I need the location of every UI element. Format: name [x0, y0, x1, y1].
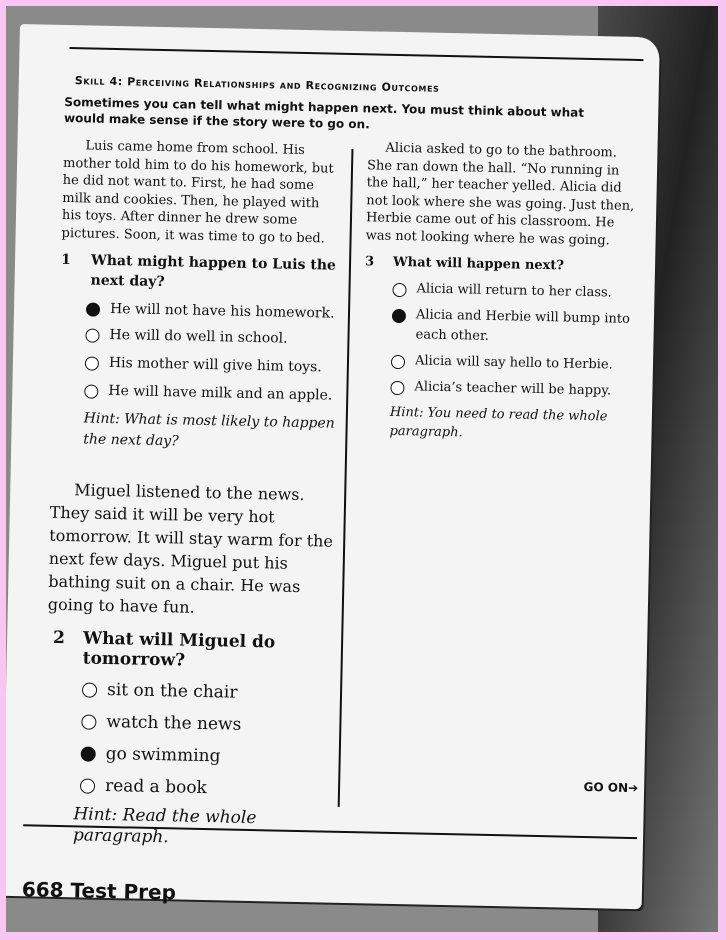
answer-option[interactable]	[86, 298, 338, 323]
option-label: Alicia and Herbie will bump into each other.	[415, 307, 631, 344]
option-label: watch the news	[106, 711, 242, 735]
hint-text: Hint: You need to read the whole paragraph.	[389, 404, 608, 441]
question-3	[365, 252, 635, 278]
answer-option[interactable]	[390, 377, 632, 402]
empty-bubble-icon[interactable]	[392, 283, 406, 297]
worksheet-page	[6, 24, 660, 909]
question-number: 3	[364, 254, 375, 270]
empty-bubble-icon[interactable]	[82, 682, 97, 697]
passage-alicia: Alicia asked to go to the bathroom. She ran down the hall. “No running in the hall,” her teacher yelled. Alicia did not look where she was going. Just then, Herbie came out of his classroom. He was not looking where he was going.	[365, 140, 635, 248]
passage-miguel: Miguel listened to the news. They said it will be very hot tomorrow. It will stay warm for the next few days. Miguel put his bathing suit on a chair. He was going to have fun.	[47, 480, 334, 617]
answer-option[interactable]	[85, 324, 337, 349]
answer-option[interactable]	[391, 351, 633, 376]
empty-bubble-icon[interactable]	[391, 355, 405, 369]
answer-option[interactable]	[85, 352, 337, 377]
empty-bubble-icon[interactable]	[81, 714, 96, 729]
answer-option[interactable]	[84, 380, 336, 405]
option-label: read a book	[104, 775, 208, 799]
filled-bubble-icon[interactable]	[81, 746, 96, 761]
option-label: Alicia will say hello to Herbie.	[414, 353, 613, 373]
answer-option[interactable]	[391, 305, 634, 350]
option-label: sit on the chair	[106, 679, 238, 703]
left-column	[49, 137, 342, 852]
answer-option[interactable]	[80, 774, 328, 801]
intro-text: Sometimes you can tell what might happen next. You must think about what would make sense if the story were to go on.	[63, 94, 585, 132]
option-label: He will have milk and an apple.	[108, 382, 333, 404]
question-2	[53, 628, 332, 674]
empty-bubble-icon[interactable]	[85, 328, 99, 342]
question-number: 2	[52, 627, 66, 649]
question-text: What might happen to Luis the next day?	[90, 252, 337, 291]
option-label: He will do well in school.	[109, 326, 288, 347]
top-rule	[69, 47, 643, 61]
go-on-label: GO ON➔	[583, 779, 639, 796]
question-text: What will Miguel do tomorrow?	[82, 628, 276, 671]
option-label: His mother will give him toys.	[108, 354, 322, 376]
empty-bubble-icon[interactable]	[84, 384, 98, 398]
option-label: Alicia will return to her class.	[416, 281, 612, 301]
empty-bubble-icon[interactable]	[390, 381, 404, 395]
answer-option[interactable]	[82, 678, 330, 705]
right-column	[361, 139, 637, 446]
page-label: 668 Test Prep	[21, 877, 177, 905]
question-number: 1	[60, 251, 71, 269]
column-divider	[338, 149, 353, 807]
option-label: He will not have his homework.	[109, 300, 335, 322]
skill-title: Skill 4: Perceiving Relationships and Recognizing Outcomes	[74, 74, 440, 95]
hint-text: Hint: Read the whole paragraph.	[72, 804, 257, 848]
photo-frame	[6, 6, 718, 932]
question-text: What will happen next?	[392, 254, 565, 274]
hint-text: Hint: What is most likely to happen the next day?	[83, 410, 335, 450]
filled-bubble-icon[interactable]	[86, 302, 100, 316]
empty-bubble-icon[interactable]	[80, 778, 95, 793]
answer-option[interactable]	[81, 742, 329, 769]
answer-option[interactable]	[392, 279, 634, 304]
filled-bubble-icon[interactable]	[392, 309, 406, 323]
question-1	[60, 250, 339, 296]
option-label: go swimming	[105, 743, 221, 767]
answer-option[interactable]	[81, 710, 329, 737]
passage-luis: Luis came home from school. His mother told him to do his homework, but he did not want to. First, he had some milk and cookies. Then, he played with his toys. After dinner he drew some pictures. Soon, it was time to go to bed.	[61, 138, 334, 246]
empty-bubble-icon[interactable]	[85, 356, 99, 370]
option-label: Alicia’s teacher will be happy.	[414, 379, 612, 399]
